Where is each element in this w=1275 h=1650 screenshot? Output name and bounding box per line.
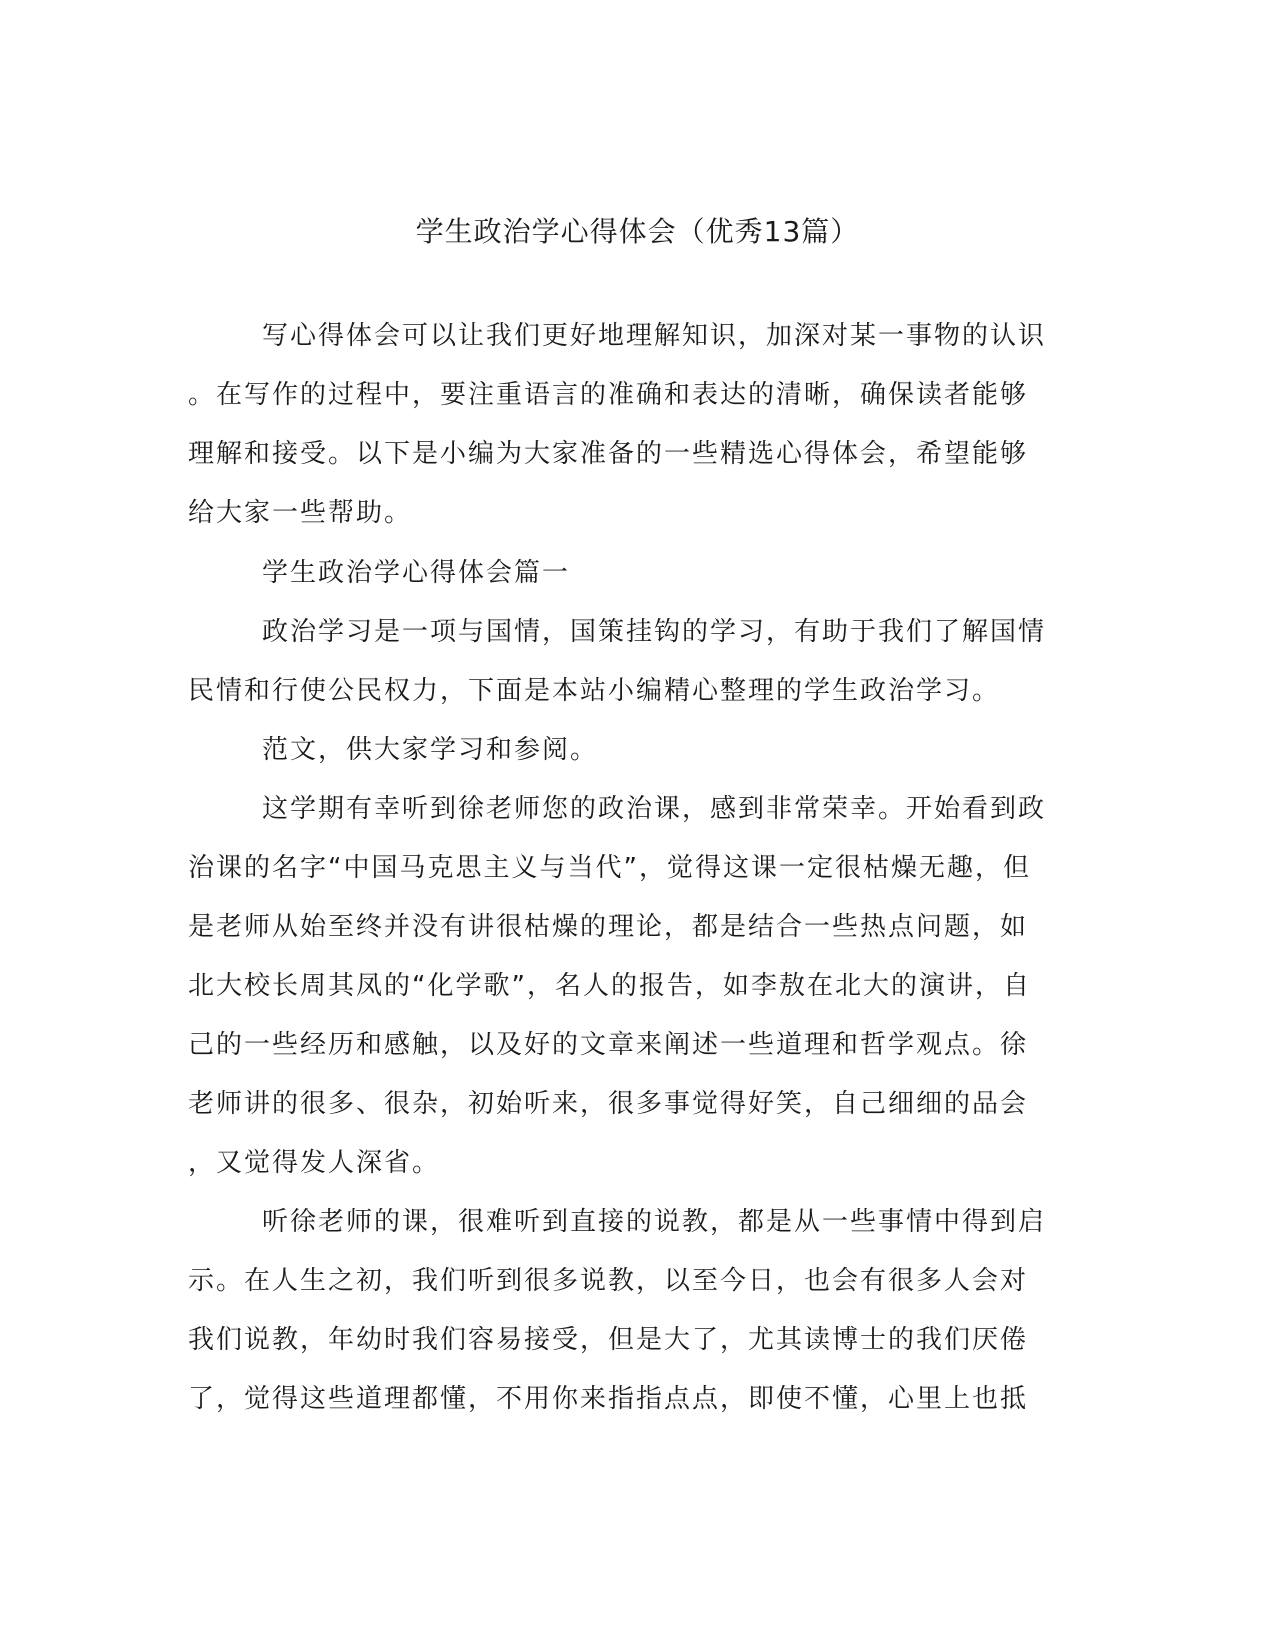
paragraph-line: 政治学习是一项与国情，国策挂钩的学习，有助于我们了解国情: [262, 617, 1047, 647]
paragraph-line: 写心得体会可以让我们更好地理解知识，加深对某一事物的认识: [262, 321, 1047, 351]
paragraph-line: 了，觉得这些道理都懂，不用你来指指点点，即使不懂，心里上也抵: [188, 1384, 1029, 1414]
paragraph-line: 老师讲的很多、很杂，初始听来，很多事觉得好笑，自己细细的品会: [188, 1089, 1029, 1119]
paragraph-line: 我们说教，年幼时我们容易接受，但是大了，尤其读博士的我们厌倦: [188, 1325, 1029, 1355]
paragraph-line: 示。在人生之初，我们听到很多说教，以至今日，也会有很多人会对: [188, 1266, 1029, 1296]
document-title: 学生政治学心得体会（优秀13篇）: [415, 215, 860, 248]
paragraph-line: 给大家一些帮助。: [188, 498, 413, 528]
paragraph-line: 听徐老师的课，很难听到直接的说教，都是从一些事情中得到启: [262, 1207, 1047, 1237]
paragraph-line: 己的一些经历和感触，以及好的文章来阐述一些道理和哲学观点。徐: [188, 1030, 1029, 1060]
paragraph-line: 理解和接受。以下是小编为大家准备的一些精选心得体会，希望能够: [188, 439, 1029, 469]
paragraph-line: ，又觉得发人深省。: [188, 1148, 441, 1178]
paragraph-line: 这学期有幸听到徐老师您的政治课，感到非常荣幸。开始看到政: [262, 794, 1047, 824]
paragraph-line: 是老师从始至终并没有讲很枯燥的理论，都是结合一些热点问题，如: [188, 912, 1029, 942]
paragraph-line: 北大校长周其凤的“化学歌”，名人的报告，如李敖在北大的演讲，自: [188, 971, 1031, 1001]
section-heading: 学生政治学心得体会篇一: [262, 558, 571, 588]
paragraph-line: 范文，供大家学习和参阅。: [262, 735, 599, 765]
paragraph-line: 治课的名字“中国马克思主义与当代”，觉得这课一定很枯燥无趣，但: [188, 853, 1031, 883]
paragraph-line: 民情和行使公民权力，下面是本站小编精心整理的学生政治学习。: [188, 676, 1001, 706]
paragraph-line: 。在写作的过程中，要注重语言的准确和表达的清晰，确保读者能够: [188, 380, 1029, 410]
